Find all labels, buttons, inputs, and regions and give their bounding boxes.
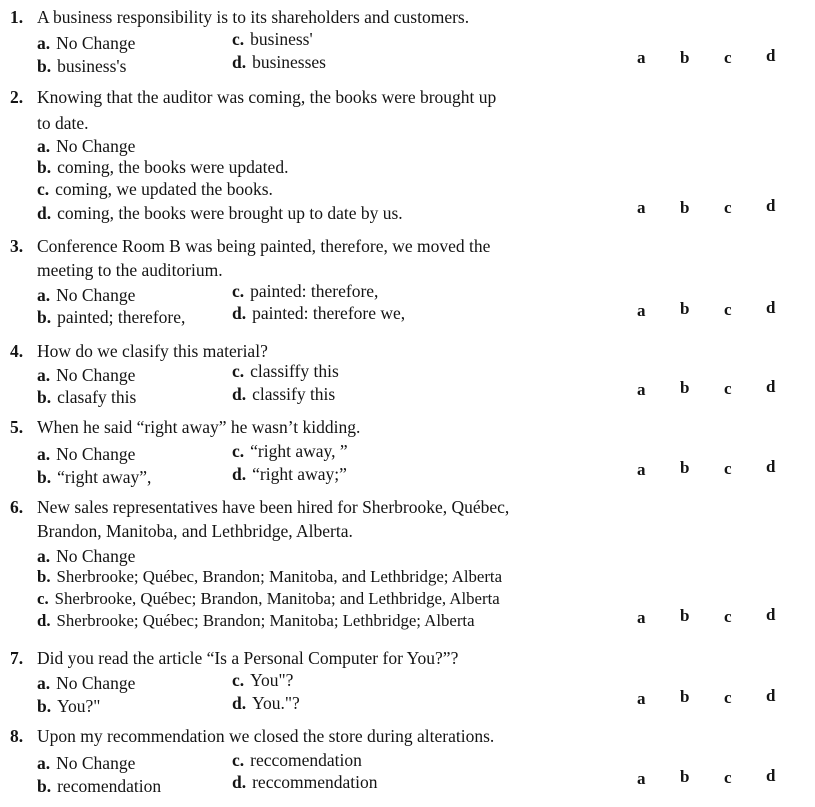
answer-choice-b[interactable]: b <box>680 378 690 397</box>
question-text: A business responsibility is to its shareholders and customers. <box>37 7 470 27</box>
answer-choice-c[interactable]: c <box>724 198 732 217</box>
answer-choice-a[interactable]: a <box>637 301 646 320</box>
answer-choice-a[interactable]: a <box>637 769 646 788</box>
option-b[interactable]: b. clasafy this <box>37 387 137 407</box>
question-text: Did you read the article “Is a Personal Computer for You?”? <box>37 648 459 668</box>
option-b[interactable]: b. Sherbrooke; Québec, Brandon; Manitoba, and Lethbridge; Alberta <box>37 567 503 586</box>
answer-choice-b[interactable]: b <box>680 48 690 67</box>
question-number: 4. <box>10 341 24 361</box>
option-c[interactable]: c. You"? <box>232 670 294 690</box>
question-number: 2. <box>10 87 24 107</box>
answer-choice-b[interactable]: b <box>680 606 690 625</box>
answer-choice-d[interactable]: d <box>766 46 776 65</box>
option-c[interactable]: c. business' <box>232 29 313 49</box>
question-text: Conference Room B was being painted, therefore, we moved the <box>37 236 491 256</box>
option-c[interactable]: c. classiffy this <box>232 361 339 381</box>
question-text-line2: to date. <box>37 113 89 133</box>
option-a[interactable]: a. No Change <box>37 285 136 305</box>
option-b[interactable]: b. recomendation <box>37 776 162 796</box>
option-a[interactable]: a. No Change <box>37 673 136 693</box>
question-text: Knowing that the auditor was coming, the books were brought up <box>37 87 497 107</box>
answer-choice-d[interactable]: d <box>766 377 776 396</box>
answer-choice-a[interactable]: a <box>637 608 646 627</box>
answer-choice-d[interactable]: d <box>766 457 776 476</box>
answer-choice-a[interactable]: a <box>637 460 646 479</box>
option-c[interactable]: c. Sherbrooke, Québec; Brandon, Manitoba; and Lethbridge, Alberta <box>37 589 500 608</box>
question-number: 5. <box>10 417 24 437</box>
option-b[interactable]: b. “right away”, <box>37 467 152 487</box>
answer-choice-b[interactable]: b <box>680 198 690 217</box>
option-d[interactable]: d. businesses <box>232 52 326 72</box>
answer-choice-c[interactable]: c <box>724 459 732 478</box>
question-number: 1. <box>10 7 24 27</box>
question-number: 6. <box>10 497 24 517</box>
answer-choice-d[interactable]: d <box>766 605 776 624</box>
question-text-line2: Brandon, Manitoba, and Lethbridge, Alberta. <box>37 521 353 541</box>
option-c[interactable]: c. “right away, ” <box>232 441 348 461</box>
option-b[interactable]: b. painted; therefore, <box>37 307 186 327</box>
option-c[interactable]: c. reccomendation <box>232 750 362 770</box>
answer-choice-c[interactable]: c <box>724 48 732 67</box>
answer-choice-b[interactable]: b <box>680 767 690 786</box>
question-number: 3. <box>10 236 24 256</box>
option-d[interactable]: d. painted: therefore we, <box>232 303 406 323</box>
answer-choice-c[interactable]: c <box>724 688 732 707</box>
option-a[interactable]: a. No Change <box>37 753 136 773</box>
answer-choice-b[interactable]: b <box>680 458 690 477</box>
answer-choice-a[interactable]: a <box>637 48 646 67</box>
answer-choice-a[interactable]: a <box>637 689 646 708</box>
option-b[interactable]: b. You?" <box>37 696 101 716</box>
answer-choice-d[interactable]: d <box>766 196 776 215</box>
answer-choice-a[interactable]: a <box>637 380 646 399</box>
answer-choice-d[interactable]: d <box>766 686 776 705</box>
answer-choice-c[interactable]: c <box>724 379 732 398</box>
answer-choice-c[interactable]: c <box>724 300 732 319</box>
question-text: When he said “right away” he wasn’t kidding. <box>37 417 361 437</box>
option-a[interactable]: a. No Change <box>37 444 136 464</box>
answer-choice-a[interactable]: a <box>637 198 646 217</box>
option-c[interactable]: c. painted: therefore, <box>232 281 379 301</box>
answer-choice-b[interactable]: b <box>680 687 690 706</box>
option-d[interactable]: d. Sherbrooke; Québec; Brandon; Manitoba; Lethbridge; Alberta <box>37 611 475 630</box>
answer-choice-d[interactable]: d <box>766 298 776 317</box>
answer-choice-d[interactable]: d <box>766 766 776 785</box>
question-number: 8. <box>10 726 24 746</box>
option-a[interactable]: a. No Change <box>37 136 136 156</box>
question-text: Upon my recommendation we closed the store during alterations. <box>37 726 495 746</box>
question-text: New sales representatives have been hired for Sherbrooke, Québec, <box>37 497 510 517</box>
question-text: How do we clasify this material? <box>37 341 268 361</box>
option-a[interactable]: a. No Change <box>37 33 136 53</box>
option-c[interactable]: c. coming, we updated the books. <box>37 179 273 199</box>
answer-choice-c[interactable]: c <box>724 768 732 787</box>
option-d[interactable]: d. reccommendation <box>232 772 378 792</box>
answer-choice-b[interactable]: b <box>680 299 690 318</box>
option-b[interactable]: b. coming, the books were updated. <box>37 157 289 177</box>
question-number: 7. <box>10 648 24 668</box>
option-d[interactable]: d. “right away;” <box>232 464 347 484</box>
option-d[interactable]: d. You."? <box>232 693 300 713</box>
option-b[interactable]: b. business's <box>37 56 127 76</box>
answer-choice-c[interactable]: c <box>724 607 732 626</box>
option-d[interactable]: d. classify this <box>232 384 336 404</box>
option-a[interactable]: a. No Change <box>37 365 136 385</box>
option-a[interactable]: a. No Change <box>37 546 136 566</box>
question-text-line2: meeting to the auditorium. <box>37 260 223 280</box>
option-d[interactable]: d. coming, the books were brought up to date by us. <box>37 203 403 223</box>
